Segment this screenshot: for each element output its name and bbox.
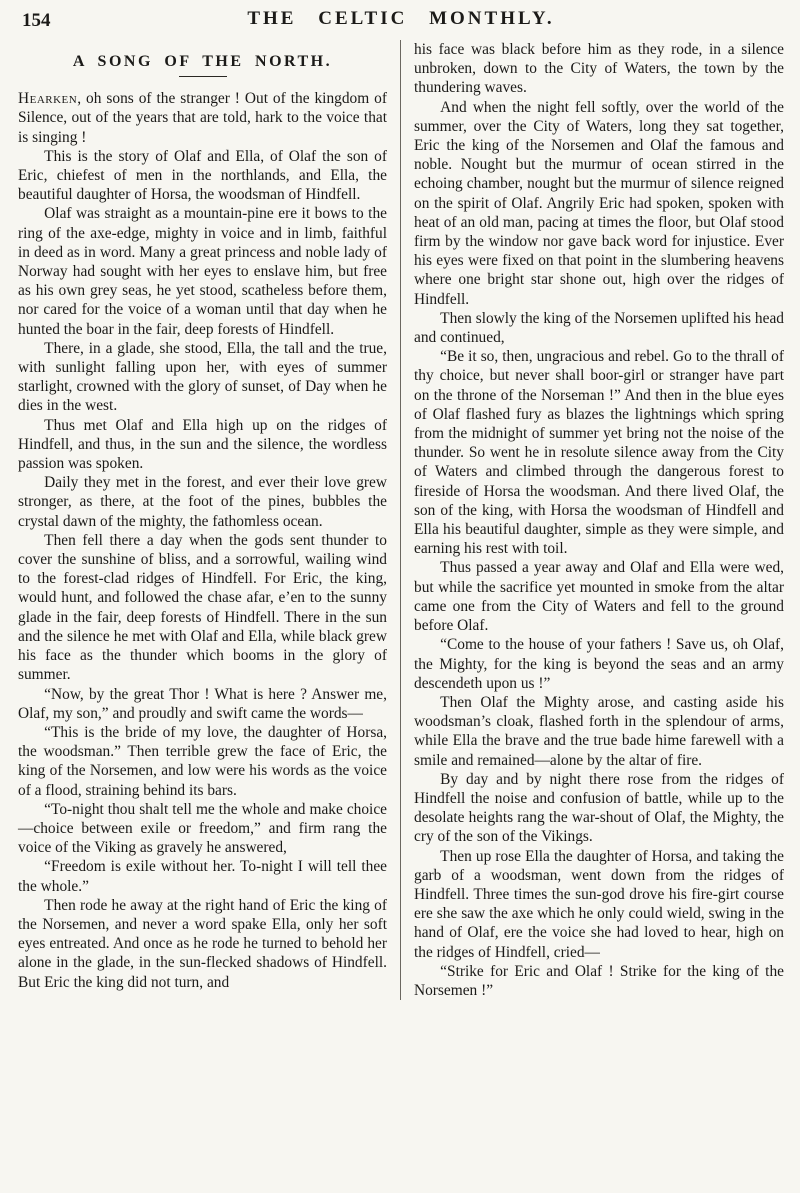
- paragraph: Daily they met in the forest, and ever their love grew stronger, as there, at the foot of the pines, bubbles the crystal dawn of the mighty, the fathomless ocean.: [18, 474, 387, 530]
- paragraph: Then up rose Ella the daughter of Horsa, and taking the garb of a woodsman, went down from the ridges of Hindfell. Three times the sun-god drove his fire-girt course ere she saw the axe which he only could wield, swing in the hand of Olaf, ere the voice she had loved to hear, high on the ridges of Hindfell, cried—: [414, 847, 784, 961]
- paragraph: “Freedom is exile without her. To-night I will tell thee the whole.”: [18, 858, 387, 895]
- paragraph: “Strike for Eric and Olaf ! Strike for the king of the Norsemen !”: [414, 962, 784, 999]
- lead-word: Hearken: [18, 90, 78, 108]
- left-column: [18, 40, 401, 1000]
- paragraph: Then slowly the king of the Norsemen uplifted his head and continued,: [414, 309, 784, 347]
- title-rule: [179, 76, 227, 77]
- page-number: 154: [22, 10, 51, 31]
- right-column: [401, 40, 784, 1000]
- article-title: A SONG OF THE NORTH.: [72, 53, 333, 70]
- article-body: [18, 40, 784, 1000]
- paragraph: This is the story of Olaf and Ella, of Olaf the son of Eric, chiefest of men in the northlands, and Ella, the beautiful daughter of Horsa, the woodsman of Hindfell.: [18, 147, 387, 204]
- paragraph: By day and by night there rose from the ridges of Hindfell the noise and confusion of battle, while up to the desolate heights rang the war-shout of Olaf, the Mighty, the cry of the son of the Vikings.: [414, 770, 784, 846]
- journal-title: THE CELTIC MONTHLY.: [247, 8, 555, 29]
- paragraph: his face was black before him as they rode, in a silence unbroken, down to the City of Waters, the town by the thundering waves.: [414, 41, 784, 97]
- paragraph: “This is the bride of my love, the daughter of Horsa, the woodsman.” Then terrible grew the face of Eric, the king of the Norsemen, and low were his words as the voice of a flood, straining behind its bars.: [18, 723, 387, 799]
- paragraph: Then Olaf the Mighty arose, and casting aside his woodsman’s cloak, flashed forth in the splendour of arms, while Ella the brave and the true bade hime farewell with a smile and remained—alone by the altar of fire.: [414, 693, 784, 769]
- paragraph: Thus passed a year away and Olaf and Ella were wed, but while the sacrifice yet mounted in smoke from the altar came one from the City of Waters and fell to the ground before Olaf.: [414, 559, 784, 635]
- paragraph-text: , oh sons of the stranger ! Out of the kingdom of Silence, out of the years that are told, hark to the voice that is singing !: [18, 90, 387, 146]
- running-head: [18, 8, 784, 36]
- paragraph: Olaf was straight as a mountain-pine ere it bows to the ring of the axe-edge, mighty in voice and in limb, faithful in deed as in word. Many a great princess and noble lady of Norway had sought with her eyes to enslave him, but free as his own grey seas, he yet stood, scatheless before them, nor cared for the voice of a woman until that day when he hunted the boar in the fair, deep forests of Hindfell.: [18, 205, 387, 338]
- paragraph: Thus met Olaf and Ella high up on the ridges of Hindfell, and thus, in the sun and the silence, the wordless passion was spoken.: [18, 416, 387, 473]
- paragraph: “To-night thou shalt tell me the whole and make choice—choice between exile or freedom,” and firm rang the voice of the Viking as gravely he answered,: [18, 800, 387, 857]
- paragraph: [18, 89, 387, 147]
- paragraph: There, in a glade, she stood, Ella, the tall and the true, with sunlight falling upon her, with eyes of summer starlight, crowned with the glory of sunset, of Day when he dies in the west.: [18, 339, 387, 415]
- paragraph: And when the night fell softly, over the world of the summer, over the City of Waters, long they sat together, Eric the king of the Norsemen and Olaf the famous and noble. Nought but the murmur of ocean stirred in the echoing chamber, nought but the murmur of silence reigned on the spirit of Olaf. Angrily Eric had spoken, spoken with heat of an old man, pacing at times the floor, but Olaf stood firm by the window nor gave back word for injustice. Ever his eyes were fixed on that point in the slumbering heavens where one bright star shone out, high over the ridges of Hindfell.: [414, 98, 784, 308]
- paragraph: “Come to the house of your fathers ! Save us, oh Olaf, the Mighty, for the king is beyond the seas and an army descendeth upon us !”: [414, 636, 784, 692]
- paragraph: Then rode he away at the right hand of Eric the king of the Norsemen, and never a word spake Ella, only her soft eyes entreated. And once as he rode he turned to behold her alone in the glade, in the sun-flecked shadows of Hindfell. But Eric the king did not turn, and: [18, 896, 387, 991]
- paragraph: Then fell there a day when the gods sent thunder to cover the sunshine of bliss, and a sorrowful, wailing wind to the forest-clad ridges of Hindfell. For Eric, the king, would hunt, and followed the chase afar, e’en to the sunny glade in the fair, deep forests of Hindfell. There in the sun and the silence he met with Olaf and Ella, while black grew his face as the thunder which booms in the glory of summer.: [18, 531, 387, 684]
- paragraph: “Now, by the great Thor ! What is here ? Answer me, Olaf, my son,” and proudly and swift came the words—: [18, 685, 387, 722]
- paragraph: “Be it so, then, ungracious and rebel. Go to the thrall of thy choice, but never shall boor-girl or stranger have part on the throne of the Norseman !” And then in the blue eyes of Olaf flashed fury as blazes the lightnings which spring from the midnight of summer yet bring not the noise of the thunder. So went he in resolute silence away from the City of Waters and climbed through the dangerous forest to fireside of Horsa the woodsman. And there lived Olaf, the son of the king, with Horsa the woodsman of Hindfell and Ella his beautiful daughter, simple as they were simple, and earning his rest with toil.: [414, 348, 784, 558]
